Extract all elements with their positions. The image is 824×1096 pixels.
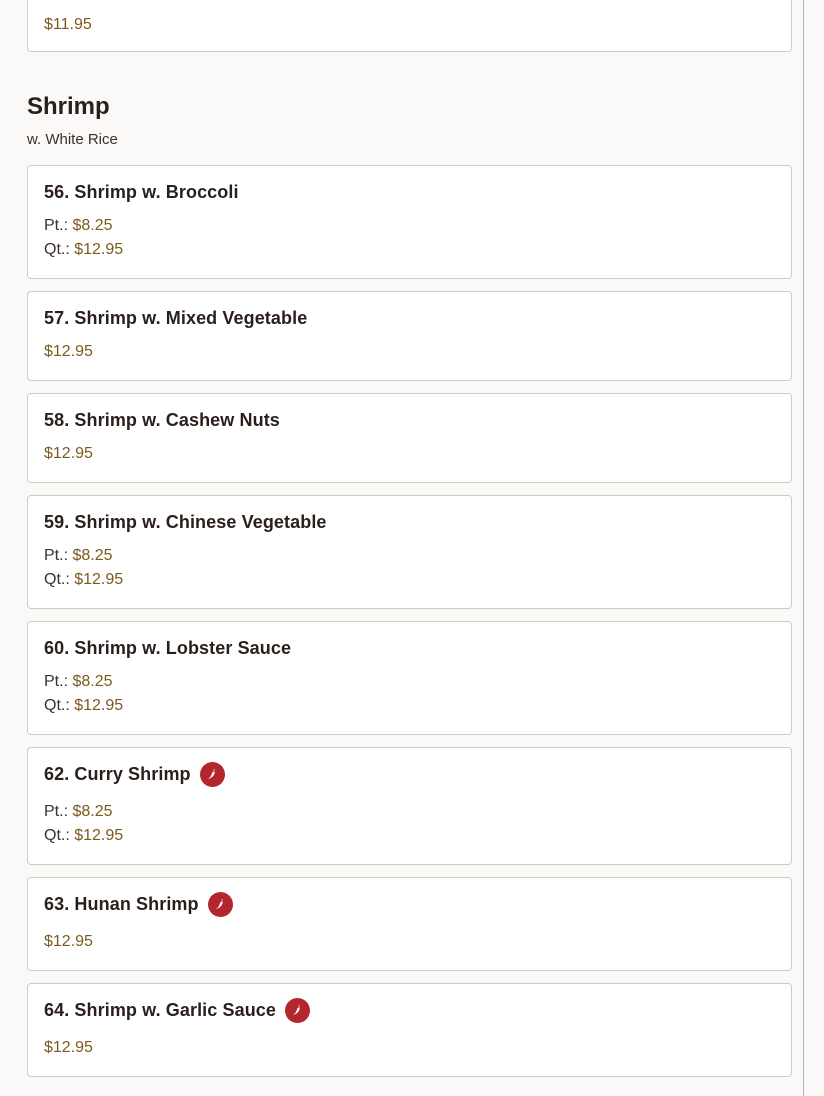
chili-pepper-icon: [208, 892, 233, 917]
quart-price: Qt.: $12.95: [44, 241, 124, 258]
item-name: 62. Curry Shrimp: [44, 763, 191, 784]
menu-item-card[interactable]: [27, 621, 792, 735]
price: $12.95: [44, 1039, 93, 1056]
menu-item-card[interactable]: [27, 165, 792, 279]
quart-price: Qt.: $12.95: [44, 571, 124, 588]
item-name: 64. Shrimp w. Garlic Sauce: [44, 999, 277, 1020]
menu-item-card-previous[interactable]: [27, 0, 792, 52]
pint-price: Pt.: $8.25: [44, 547, 113, 564]
menu-item-card[interactable]: [27, 291, 792, 381]
item-name: 63. Hunan Shrimp: [44, 893, 199, 914]
price: $11.95: [44, 16, 92, 33]
item-name: 60. Shrimp w. Lobster Sauce: [44, 637, 292, 658]
menu-item-card[interactable]: [27, 877, 792, 971]
menu-item-card[interactable]: [27, 747, 792, 865]
chili-pepper-icon: [200, 762, 225, 787]
pint-price: Pt.: $8.25: [44, 803, 113, 820]
item-name: 59. Shrimp w. Chinese Vegetable: [44, 511, 327, 532]
section-subtitle: w. White Rice: [27, 131, 118, 148]
menu-item-card[interactable]: [27, 495, 792, 609]
section-header: [27, 92, 792, 148]
pint-price: Pt.: $8.25: [44, 673, 113, 690]
price: $12.95: [44, 933, 93, 950]
chili-pepper-icon: [285, 998, 310, 1023]
price: $12.95: [44, 343, 93, 360]
section-title: Shrimp: [27, 93, 110, 120]
menu-item-card[interactable]: [27, 983, 792, 1077]
pint-price: Pt.: $8.25: [44, 217, 113, 234]
item-name: 58. Shrimp w. Cashew Nuts: [44, 409, 280, 430]
menu-content: [27, 0, 792, 1089]
menu-item-card[interactable]: [27, 393, 792, 483]
item-name: 56. Shrimp w. Broccoli: [44, 181, 239, 202]
scroll-edge: [803, 0, 804, 1096]
item-name: 57. Shrimp w. Mixed Vegetable: [44, 307, 308, 328]
price: $12.95: [44, 445, 93, 462]
quart-price: Qt.: $12.95: [44, 697, 124, 714]
quart-price: Qt.: $12.95: [44, 827, 124, 844]
